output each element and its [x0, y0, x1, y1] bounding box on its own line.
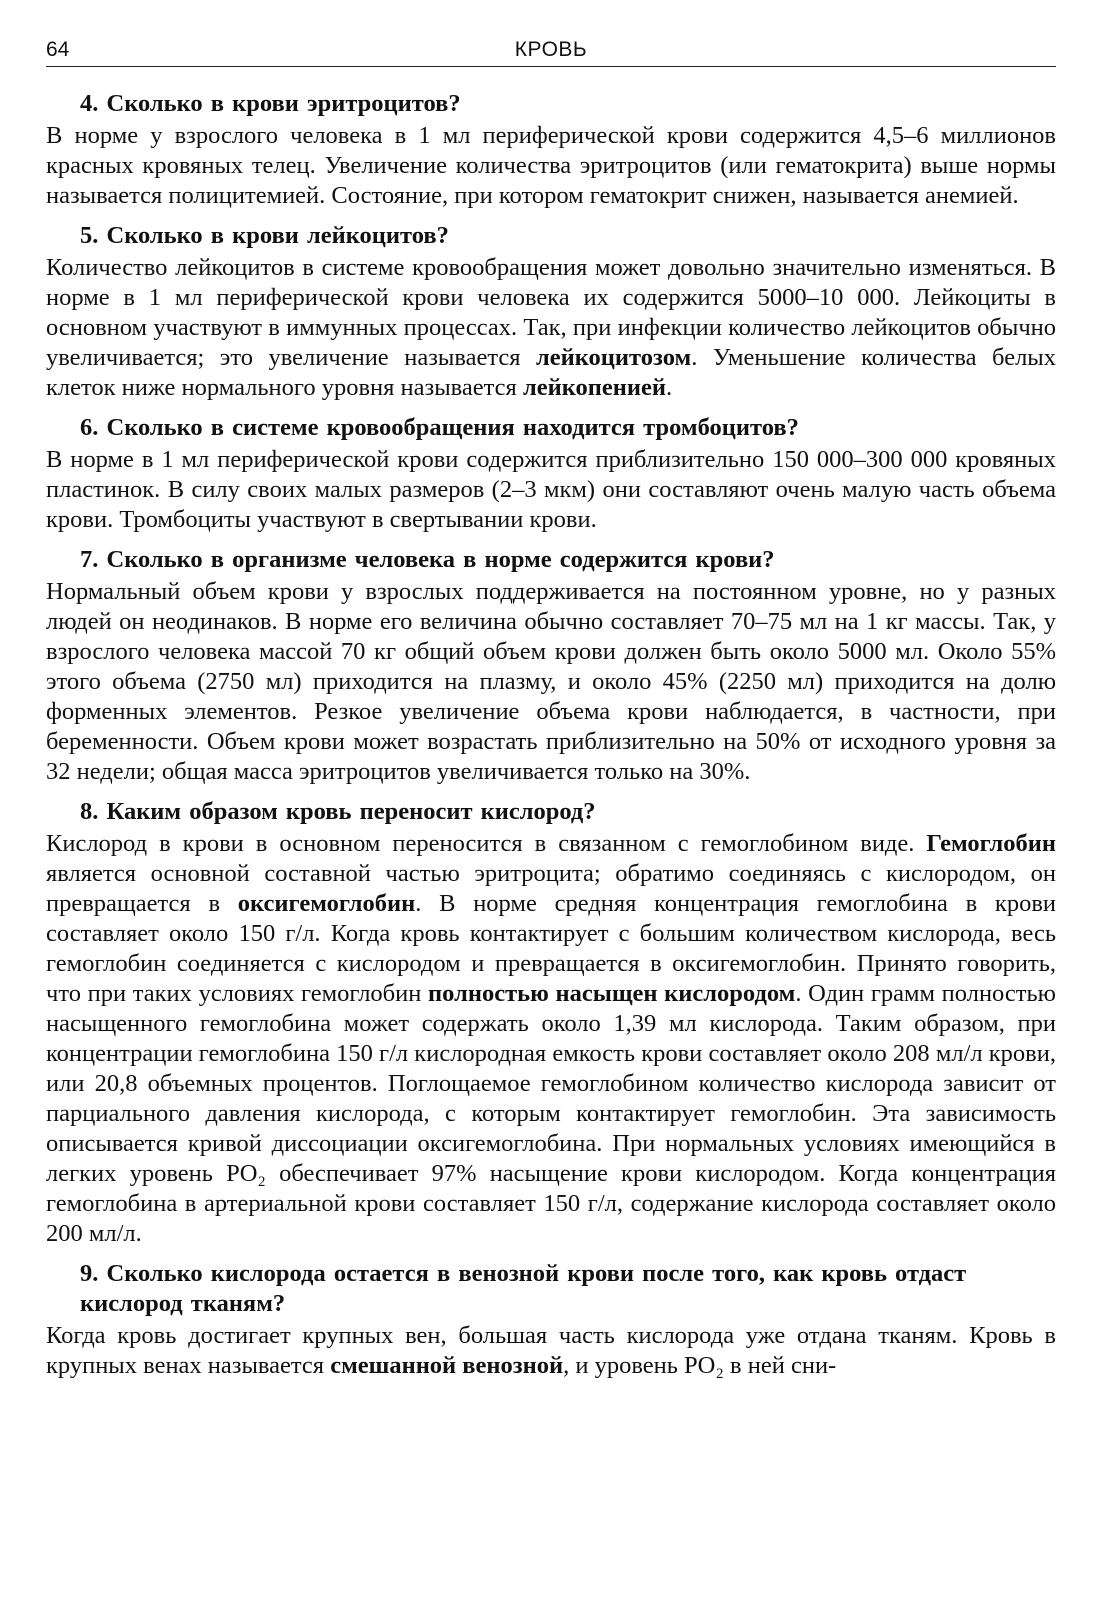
question-number: 4. — [80, 90, 99, 117]
text-segment: Кислород в крови в основном переносится в связанном с гемоглобином виде. — [46, 830, 927, 857]
text-segment: является основной составной частью эритроцита; обратимо соединяясь с кислородом, он превращается в — [46, 860, 1056, 917]
text-segment: Нормальный объем крови у взрослых поддерживается на постоянном уровне, но у разных людей он неодинаков. В норме его величина обычно составляет 70–75 мл на 1 кг массы. Так, у взрослого человека массой 70 кг общий объем крови должен быть около 5000 мл. Около 55% этого объема (2750 мл) приходится на плазму, и около 45% (2250 мл) приходится на долю форменных элементов. Резкое увеличение объема крови наблюдается, в частности, при беременности. Объем крови может возрастать приблизительно на 50% от исходного уровня за 32 недели; общая масса эритроцитов увеличивается только на 30%. — [46, 578, 1056, 785]
question-number: 9. — [80, 1260, 99, 1287]
question-heading — [46, 1259, 1056, 1319]
running-header — [46, 36, 1056, 67]
question-heading — [46, 797, 1056, 827]
question-number: 5. — [80, 222, 99, 249]
bold-term: лейкоцитозом — [536, 344, 692, 371]
question-text: Сколько в крови эритроцитов? — [106, 90, 461, 117]
qa-section-8 — [46, 797, 1056, 1249]
question-number: 8. — [80, 798, 99, 825]
question-heading — [46, 221, 1056, 251]
answer-paragraph — [46, 253, 1056, 403]
answer-paragraph — [46, 577, 1056, 787]
qa-section-6 — [46, 413, 1056, 535]
question-heading — [46, 413, 1056, 443]
bold-term: оксигемоглобин — [237, 890, 416, 917]
question-text: Сколько в крови лейкоцитов? — [106, 222, 449, 249]
qa-section-4 — [46, 89, 1056, 211]
page-number: 64 — [46, 38, 70, 61]
question-heading — [46, 89, 1056, 119]
bold-term: полностью насыщен кислородом — [428, 980, 796, 1007]
bold-term: лейкопенией — [522, 374, 666, 401]
text-segment: . В норме средняя концентрация гемоглобина в крови составляет около 150 г/л. Когда кровь контактирует с большим количеством кислорода, весь гемоглобин соединяется с кислородом и превращается в оксигемоглобин. Принято говорить, что при таких условиях гемоглобин — [46, 890, 1057, 1007]
page-content — [46, 89, 1056, 1381]
qa-section-5 — [46, 221, 1056, 403]
answer-paragraph — [46, 121, 1056, 211]
text-segment: . Уменьшение количества белых клеток ниже нормального уровня называется — [46, 344, 1057, 401]
answer-paragraph — [46, 445, 1056, 535]
answer-paragraph — [46, 829, 1056, 1249]
text-segment: В норме в 1 мл периферической крови содержится приблизительно 150 000–300 000 кровяных пластинок. В силу своих малых размеров (2–3 мкм) они составляют очень малую часть объема крови. Тромбоциты участвуют в свертывании крови. — [46, 446, 1056, 533]
running-title: КРОВЬ — [514, 38, 588, 61]
question-text: Сколько в системе кровообращения находится тромбоцитов? — [106, 414, 799, 441]
question-number: 6. — [80, 414, 99, 441]
question-number: 7. — [80, 546, 99, 573]
bold-term: смешанной венозной — [330, 1352, 564, 1379]
text-segment: . Один грамм полностью насыщенного гемоглобина может содержать около 1,39 мл кислорода. Таким образом, при концентрации гемоглобина 150 г/л кислородная емкость крови составляет около 208 мл/л крови, или 20,8 объемных процентов. Поглощаемое гемоглобином количество кислорода зависит от парциального давления кислорода, с которым контактирует гемоглобин. Эта зависимость описывается кривой диссоциации оксигемоглобина. При нормальных условиях имеющийся в легких уровень PO₂ обеспечивает 97% насыщение крови кислородом. Когда концентрация гемоглобина в артериальной крови составляет 150 г/л, содержание кислорода составляет около 200 мл/л. — [46, 980, 1056, 1247]
question-text: Сколько кислорода остается в венозной крови после того, как кровь отдаст кислород тканям? — [80, 1260, 967, 1317]
text-segment: . — [665, 374, 673, 401]
text-segment: Когда кровь достигает крупных вен, большая часть кислорода уже отдана тканям. Кровь в крупных венах называется — [46, 1322, 1056, 1379]
qa-section-7 — [46, 545, 1056, 787]
qa-section-9 — [46, 1259, 1056, 1381]
text-segment: , и уровень PO₂ в ней сни- — [563, 1352, 837, 1379]
answer-paragraph — [46, 1321, 1056, 1381]
question-heading — [46, 545, 1056, 575]
question-text: Сколько в организме человека в норме содержится крови? — [106, 546, 775, 573]
text-segment: Количество лейкоцитов в системе кровообращения может довольно значительно изменяться. В норме в 1 мл периферической крови человека их содержится 5000–10 000. Лейкоциты в основном участвуют в иммунных процессах. Так, при инфекции количество лейкоцитов обычно увеличивается; это увеличение называется — [46, 254, 1056, 371]
text-segment: В норме у взрослого человека в 1 мл периферической крови содержится 4,5–6 миллионов красных кровяных телец. Увеличение количества эритроцитов (или гематокрита) выше нормы называется полицитемией. Состояние, при котором гематокрит снижен, называется анемией. — [46, 122, 1056, 209]
bold-term: Гемоглобин — [926, 830, 1056, 857]
question-text: Каким образом кровь переносит кислород? — [106, 798, 596, 825]
